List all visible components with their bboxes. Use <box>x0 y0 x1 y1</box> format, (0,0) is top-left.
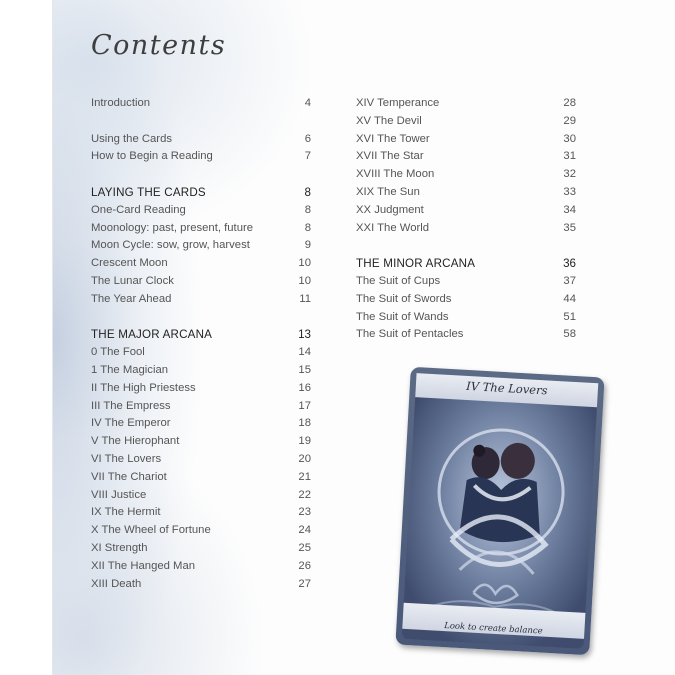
toc-page-number: 26 <box>298 559 311 572</box>
toc-entry-label: The Suit of Cups <box>356 274 441 287</box>
toc-page-number: 6 <box>304 132 311 145</box>
toc-entry <box>91 504 311 522</box>
toc-page-number: 31 <box>563 150 576 163</box>
toc-section-heading <box>91 326 311 344</box>
toc-page-number: 9 <box>304 239 311 252</box>
toc-page-number: 15 <box>298 363 311 376</box>
toc-entry-label: The Year Ahead <box>91 292 172 305</box>
toc-entry <box>91 291 311 309</box>
toc-entry <box>356 148 576 166</box>
toc-entry <box>91 558 311 576</box>
toc-page-number: 7 <box>304 150 311 163</box>
toc-page-number: 33 <box>563 185 576 198</box>
toc-page-number: 14 <box>298 346 311 359</box>
toc-entry-label: Using the Cards <box>91 132 172 145</box>
toc-entry <box>91 433 311 451</box>
toc-page-number: 8 <box>304 221 311 234</box>
toc-entry-label: Introduction <box>91 97 151 109</box>
toc-page-number: 34 <box>563 203 576 216</box>
toc-entry-label: THE MINOR ARCANA <box>356 257 476 271</box>
toc-page-number: 25 <box>298 541 311 554</box>
toc-page-number: 20 <box>298 452 311 465</box>
toc-spacer <box>91 113 311 131</box>
toc-entry-label: XVIII The Moon <box>356 168 435 181</box>
toc-entry <box>91 487 311 505</box>
page-title: Contents <box>91 30 227 61</box>
toc-entry <box>91 95 311 113</box>
toc-entry-label: III The Empress <box>91 399 171 412</box>
toc-entry-label: II The High Priestess <box>91 381 196 394</box>
toc-entry <box>356 326 576 344</box>
toc-section-heading <box>91 184 311 202</box>
toc-right-column <box>356 95 576 344</box>
toc-entry <box>356 273 576 291</box>
lovers-embrace-illustration <box>395 367 604 655</box>
toc-entry-label: The Suit of Wands <box>356 310 449 323</box>
toc-entry-label: The Lunar Clock <box>91 274 174 287</box>
toc-entry-label: VII The Chariot <box>91 470 167 483</box>
toc-entry-label: XV The Devil <box>356 114 422 127</box>
tarot-card-illustration <box>395 367 604 655</box>
toc-spacer <box>356 237 576 255</box>
toc-entry-label: XII The Hanged Man <box>91 559 196 572</box>
toc-page-number: 29 <box>563 114 576 127</box>
toc-entry <box>91 255 311 273</box>
toc-page-number: 10 <box>298 257 311 270</box>
toc-entry-label: XVII The Star <box>356 150 424 163</box>
toc-page-number: 37 <box>563 274 576 287</box>
toc-entry-label: XIV Temperance <box>356 97 440 109</box>
toc-page-number: 27 <box>298 577 311 590</box>
toc-entry-label: XIII Death <box>91 577 142 590</box>
toc-page-number: 18 <box>298 417 311 430</box>
card-title: IV The Lovers <box>465 378 548 398</box>
toc-entry-label: Crescent Moon <box>91 257 168 270</box>
toc-entry-label: V The Hierophant <box>91 435 180 448</box>
toc-spacer <box>91 309 311 327</box>
toc-page-number: 21 <box>298 470 311 483</box>
toc-page-number: 4 <box>304 97 311 109</box>
toc-entry-label: 0 The Fool <box>91 346 145 359</box>
toc-page-number: 35 <box>563 221 576 234</box>
toc-entry <box>91 576 311 594</box>
toc-spacer <box>91 166 311 184</box>
toc-page-number: 36 <box>563 257 576 271</box>
toc-entry <box>91 344 311 362</box>
toc-entry <box>356 113 576 131</box>
toc-entry <box>91 148 311 166</box>
toc-entry <box>91 540 311 558</box>
toc-page-number: 32 <box>563 168 576 181</box>
toc-page-number: 51 <box>563 310 576 323</box>
toc-page-number: 44 <box>563 292 576 305</box>
toc-entry-label: XI Strength <box>91 541 148 554</box>
toc-entry <box>356 202 576 220</box>
toc-entry-label: XX Judgment <box>356 203 424 216</box>
toc-entry-label: IX The Hermit <box>91 506 161 519</box>
toc-page-number: 58 <box>563 328 576 341</box>
toc-entry <box>91 469 311 487</box>
toc-entry <box>91 202 311 220</box>
toc-entry <box>91 398 311 416</box>
card-caption: Look to create balance <box>443 621 543 637</box>
toc-entry-label: XXI The World <box>356 221 430 234</box>
toc-entry-label: Moonology: past, present, future <box>91 221 254 234</box>
toc-entry-label: Moon Cycle: sow, grow, harvest <box>91 239 250 252</box>
toc-entry <box>356 291 576 309</box>
toc-page-number: 28 <box>563 97 576 109</box>
toc-entry-label: 1 The Magician <box>91 363 169 376</box>
toc-page-number: 8 <box>304 203 311 216</box>
toc-entry <box>356 220 576 238</box>
toc-entry <box>356 309 576 327</box>
toc-page-number: 11 <box>299 292 311 305</box>
toc-entry-label: XVI The Tower <box>356 132 430 145</box>
toc-entry-label: The Suit of Pentacles <box>356 328 464 341</box>
toc-section-heading <box>356 255 576 273</box>
toc-entry <box>91 522 311 540</box>
toc-entry <box>356 95 576 113</box>
toc-entry-label: XIX The Sun <box>356 185 420 198</box>
toc-entry-label: VIII Justice <box>91 488 147 501</box>
toc-entry-label: The Suit of Swords <box>356 292 452 305</box>
toc-entry <box>91 362 311 380</box>
toc-page-number: 16 <box>298 381 311 394</box>
toc-page-number: 23 <box>298 506 311 519</box>
toc-entry <box>356 131 576 149</box>
toc-entry <box>91 220 311 238</box>
toc-entry <box>91 131 311 149</box>
toc-entry-label: IV The Emperor <box>91 417 171 430</box>
toc-page-number: 19 <box>298 435 311 448</box>
toc-entry-label: How to Begin a Reading <box>91 150 213 163</box>
toc-entry <box>91 380 311 398</box>
toc-entry-label: THE MAJOR ARCANA <box>91 328 213 342</box>
toc-entry <box>91 237 311 255</box>
toc-page-number: 8 <box>304 185 311 199</box>
toc-entry-label: X The Wheel of Fortune <box>91 524 211 537</box>
toc-page-number: 24 <box>298 524 311 537</box>
toc-entry <box>356 166 576 184</box>
toc-entry <box>356 184 576 202</box>
toc-page-number: 10 <box>298 274 311 287</box>
toc-entry-label: LAYING THE CARDS <box>91 185 206 199</box>
toc-page-number: 30 <box>563 132 576 145</box>
toc-page-number: 13 <box>298 328 311 342</box>
toc-left-column <box>91 95 311 593</box>
toc-entry-label: VI The Lovers <box>91 452 162 465</box>
toc-page-number: 22 <box>298 488 311 501</box>
toc-entry <box>91 451 311 469</box>
toc-entry-label: One-Card Reading <box>91 203 186 216</box>
toc-entry <box>91 273 311 291</box>
toc-entry <box>91 415 311 433</box>
toc-page-number: 17 <box>298 399 311 412</box>
